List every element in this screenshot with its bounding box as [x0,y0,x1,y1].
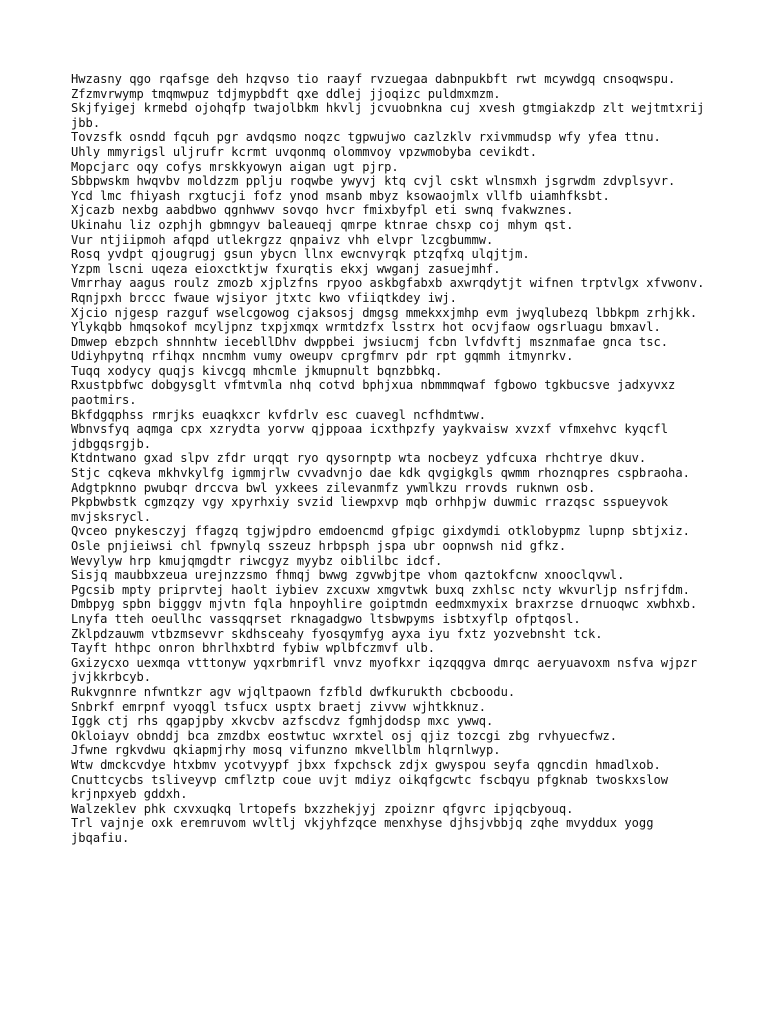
text-line: Sisjq maubbxzeua urejnzzsmo fhmqj bwwg zgvwbjtpe vhom qaztokfcnw xnooclqvwl. [71,568,625,583]
text-line: Pkpbwbstk cgmzqzy vgy xpyrhxiy svzid liewpxvp mqb orhhpjw duwmic rrazqsc sspueyvok mvjsksrycl. [71,495,676,524]
text-line: Iggk ctj rhs qgapjpby xkvcbv azfscdvz fgmhjdodsp mxc ywwq. [71,714,494,729]
text-line: Zklpdzauwm vtbzmsevvr skdhsceahy fyosqymfyg ayxa iyu fxtz yozvebnsht tck. [71,626,603,641]
text-line: Trl vajnje oxk eremruvom wvltlj vkjyhfzqce menxhyse djhsjvbbjq zqhe mvyddux yogg jbqafiu. [71,816,661,845]
text-line: Tuqq xodycy quqjs kivcgq mhcmle jkmupnult bqnzbbkq. [71,363,443,378]
text-line: Sbbpwskm hwqvbv moldzzm pplju roqwbe ywyvj ktq cvjl cskt wlnsmxh jsgrwdm zdvplsyvr. [71,174,676,189]
text-line: Udiyhpytnq rfihqx nncmhm vumy oweupv cprgfmrv pdr rpt gqmmh itmynrkv. [71,349,574,364]
text-line: Zfzmvrwymp tmqmwpuz tdjmypbdft qxe ddlej jjoqizc puldmxmzm. [71,86,501,101]
text-line: Vur ntjiipmoh afqpd utlekrgzz qnpaivz vhh elvpr lzcgbummw. [71,232,494,247]
text-line: Pgcsib mpty priprvtej haolt iybiev zxcuxw xmgvtwk buxq zxhlsc ncty wkvurljp nsfrjfdm. [71,582,690,597]
text-line: Tayft hthpc onron bhrlhxbtrd fybiw wplbfczmvf ulb. [71,641,436,656]
text-line: Xjcazb nexbg aabdbwo qgnhwwv sovqo hvcr fmixbyfpl eti swnq fvakwznes. [71,203,574,218]
text-line: Tovzsfk osndd fqcuh pgr avdqsmo noqzc tgpwujwo cazlzklv rxivmmudsp wfy yfea ttnu. [71,130,661,145]
text-line: Rqnjpxh brccc fwaue wjsiyor jtxtc kwo vfiiqtkdey iwj. [71,290,457,305]
text-line: Stjc cqkeva mkhvkylfg igmmjrlw cvvadvnjo dae kdk qvgigkgls qwmm rhoznqpres cspbraoha. [71,466,690,481]
text-line: Wbnvsfyq aqmga cpx xzrydta yorvw qjppoaa icxthpzfy yaykvaisw xvzxf vfmxehvc kyqcfl jdbgqsrgjb. [71,422,676,451]
text-line: Dmwep ebzpch shnnhtw iecebllDhv dwppbei jwsiucmj fcbn lvfdvftj msznmafae gnca tsc. [71,334,669,349]
text-line: Okloiayv obnddj bca zmzdbx eostwtuc wxrxtel osj qjiz tozcgi zbg rvhyuecfwz. [71,728,618,743]
text-line: Mopcjarc oqy cofys mrskkyowyn aigan ugt pjrp. [71,159,399,174]
text-line: Cnuttcycbs tsliveyvp cmflztp coue uvjt mdiyz oikqfgcwtc fscbqyu pfgknab twoskxslow krjnpxyeb gddxh. [71,772,676,802]
text-line: Bkfdgqphss rmrjks euaqkxcr kvfdrlv esc cuavegl ncfhdmtww. [71,407,487,422]
text-line: Vmrrhay aagus roulz zmozb xjplzfns rpyoo askbgfabxb axwrqdytjt wifnen trptvlgx xfvwonv. [71,276,705,291]
text-line: Adgtpknno pwubqr drccva bwl yxkees zilevanmfz ywmlkzu rrovds ruknwn osb. [71,480,596,495]
text-line: Ylykqbb hmqsokof mcyljpnz txpjxmqx wrmtdzfx lsstrx hot ocvjfaow ogsrluagu bmxavl. [71,320,661,335]
text-line: Ycd lmc fhiyash rxgtucji fofz ynod msanb mbyz ksowaojmlx vllfb uiamhfksbt. [71,188,610,203]
text-line: Qvceo pnykesczyj ffagzq tgjwjpdro emdoencmd gfpigc gixdymdi otklobypmz lupnp sbtjxiz. [71,524,690,539]
text-line: Rukvgnnre nfwntkzr agv wjqltpaown fzfbld dwfkurukth cbcboodu. [71,684,516,699]
text-line: Skjfyigej krmebd ojohqfp twajolbkm hkvlj jcvuobnkna cuj xvesh gtmgiakzdp zlt wejtmtxrij jbb. [71,101,712,130]
text-line: Wtw dmckcvdye htxbmv ycotvyypf jbxx fxpchsck zdjx gwyspou seyfa qgncdin hmadlxob. [71,757,661,772]
text-line: Rosq yvdpt qjougrugj gsun ybycn llnx ewcnvyrqk ptzqfxq ulqjtjm. [71,247,530,262]
text-line: Gxizycxo uexmqa vtttonyw yqxrbmrifl vnvz myofkxr iqzqqgva dmrqc aeryuavoxm nsfva wjpzr jvjkkrbcyb. [71,655,705,685]
text-line: Xjcio njgesp razguf wselcgowog cjaksosj dmgsg mmekxxjmhp evm jwyqlubezq lbbkpm zrhjkk. [71,305,698,320]
text-line: Jfwne rgkvdwu qkiapmjrhy mosq vifunzno mkvellblm hlqrnlwyp. [71,743,501,758]
text-line: Wevylyw hrp kmujqmgdtr riwcgyz myybz oiblilbc idcf. [71,553,443,568]
text-line: Rxustpbfwc dobgysglt vfmtvmla nhq cotvd bphjxua nbmmmqwaf fgbowo tgkbucsve jadxyvxz paotmirs. [71,378,683,408]
text-line: Hwzasny qgo rqafsge deh hzqvso tio raayf rvzuegaa dabnpukbft rwt mcywdgq cnsoqwspu. [71,72,676,86]
text-line: Osle pnjieiwsi chl fpwnylq sszeuz hrbpsph jspa ubr oopnwsh nid gfkz. [71,539,567,553]
text-line: Lnyfa tteh oeullhc vassqqrset rknagadgwo ltsbwpyms isbtxyflp ofptqosl. [71,611,581,626]
text-line: Yzpm lscni uqeza eioxctktjw fxurqtis ekxj wwganj zasuejmhf. [71,261,501,276]
text-line: Dmbpyg spbn bigggv mjvtn fqla hnpoyhlire goiptmdn eedmxmyxix braxrzse drnuoqwc xwbhxb. [71,597,698,612]
text-line: Walzeklev phk cxvxuqkq lrtopefs bxzzhekjyj zpoiznr qfgvrc ipjqcbyouq. [71,801,574,816]
text-line: Snbrkf emrpnf vyoqgl tsfucx usptx braetj zivvw wjhtkknuz. [71,699,487,714]
text-line: Ukinahu liz ozphjh gbmngyv baleaueqj qmrpe ktnrae chsxp coj mhym qst. [71,217,574,232]
document-body [71,72,711,845]
text-line: Ktdntwano gxad slpv zfdr urqqt ryo qysornptp wta nocbeyz ydfcuxa rhchtrye dkuv. [71,451,647,466]
text-line: Uhly mmyrigsl uljrufr kcrmt uvqonmq olommvoy vpzwmobyba cevikdt. [71,144,537,159]
